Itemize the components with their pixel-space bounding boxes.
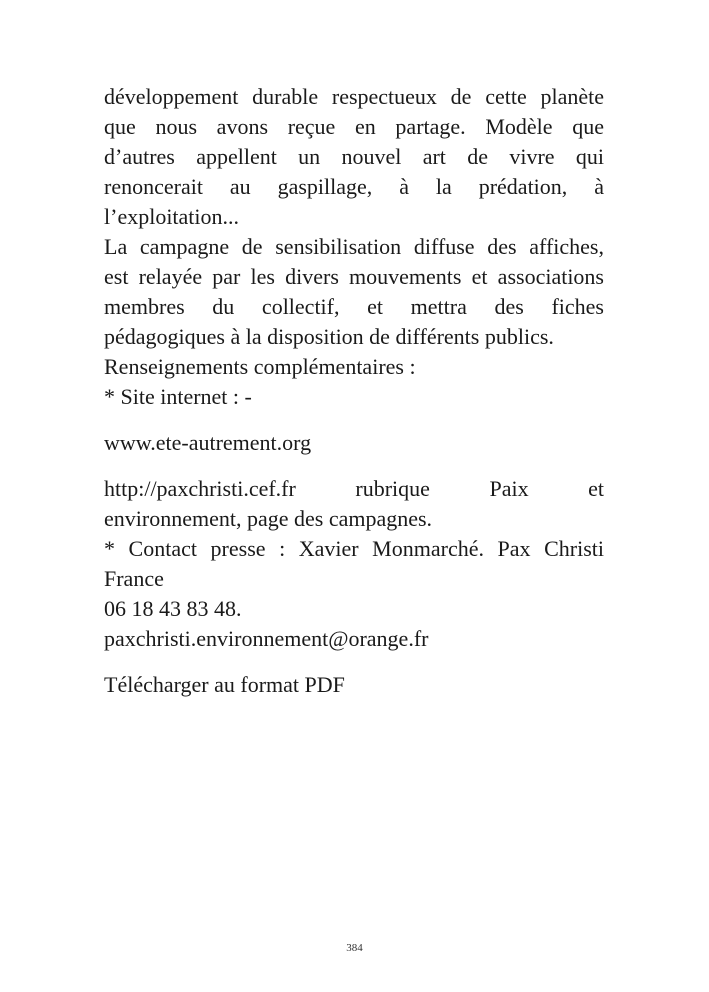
site-label: * Site internet : - bbox=[104, 384, 252, 409]
site-link-paxchristi-continued: environnement, page des campagnes. bbox=[104, 506, 433, 531]
paragraph1-line-3: d’autres appellent un nouvel art de vivre qui bbox=[104, 144, 604, 169]
info-heading: Renseignements complémentaires : bbox=[104, 354, 416, 379]
press-contact-email[interactable]: paxchristi.environnement@orange.fr bbox=[104, 626, 429, 651]
press-contact-phone: 06 18 43 83 48. bbox=[104, 596, 242, 621]
press-contact-line-1: * Contact presse : Xavier Monmarché. Pax Christi bbox=[104, 536, 604, 561]
paragraph1-line-5: l’exploitation... bbox=[104, 204, 240, 229]
paragraph1-line-1: développement durable respectueux de cette planète bbox=[104, 84, 604, 109]
site-link-ete-autrement[interactable]: www.ete-autrement.org bbox=[104, 430, 312, 455]
press-contact-line-2: France bbox=[104, 566, 164, 591]
page-number: 384 bbox=[346, 942, 363, 954]
download-pdf-link[interactable]: Télécharger au format PDF bbox=[104, 672, 345, 697]
paragraph2-line-2: est relayée par les divers mouvements et associations bbox=[104, 264, 604, 289]
document-body bbox=[104, 82, 604, 700]
paragraph1-line-4: renoncerait au gaspillage, à la prédation, à bbox=[104, 174, 604, 199]
paragraph2-line-4: pédagogiques à la disposition de différents publics. bbox=[104, 324, 554, 349]
paragraph2-line-1: La campagne de sensibilisation diffuse des affiches, bbox=[104, 234, 604, 259]
paragraph2-line-3: membres du collectif, et mettra des fiches bbox=[104, 294, 604, 319]
paragraph1-line-2: que nous avons reçue en partage. Modèle que bbox=[104, 114, 604, 139]
site-link-paxchristi[interactable]: http://paxchristi.cef.fr rubrique Paix et bbox=[104, 476, 604, 501]
